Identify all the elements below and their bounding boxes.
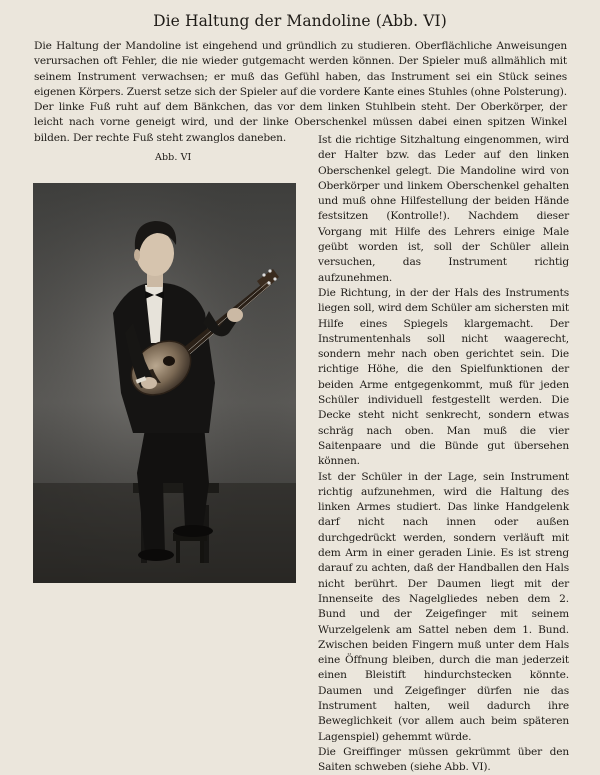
paragraph-seating: Ist die richtige Sitzhaltung eingenommen, wird der Halter bzw. das Leder auf den linken Oberschenkel gelegt. Die Mandoline wird von Oberkörper und linkem Oberschenkel gehalten und muß ohne Hilfestellung der beiden Hände festsitzen (Kontrolle!). Nachdem dieser Vorgang mit Hilfe des Lehrers einige Male geübt worden ist, soll der Schüler allein versuchen, das Instrument richtig aufzunehmen.	[318, 134, 569, 284]
paragraph-left-arm: Ist der Schüler in der Lage, sein Instrument richtig aufzunehmen, wird die Haltung des linken Armes studiert. Das linke Handgelenk darf nicht nach innen oder außen durchgedrückt werden, sondern verläuft mit dem Arm in einer geraden Linie. Es ist streng darauf zu achten, daß der Handballen den Hals nicht berührt. Der Daumen liegt mit der Innenseite des Nagelgliedes neben dem 2. Bund und der Zeigefinger mit seinem Wurzelgelenk am Sattel neben dem 1. Bund. Zwischen beiden Fingern muß unter dem Hals eine Öffnung bleiben, durch die man jederzeit einen Bleistift hindurchstecken könnte. Daumen und Zeigefinger dürfen nie das Instrument halten, weil dadurch ihre Beweglichkeit (vor allem auch beim späteren Lagenspiel) gehemmt würde.	[318, 470, 569, 743]
paragraph-fingers: Die Greiffinger müssen gekrümmt über den Saiten schweben (siehe Abb. VI).	[318, 745, 569, 774]
intro-paragraph: Die Haltung der Mandoline ist eingehend und gründlich zu studieren. Oberflächliche Anweisungen verursachen oft Fehler, die nie wieder gutgemacht werden können. Der Spieler muß allmählich mit seinem Instrument verwachsen; er muß das Gefühl haben, das Instrument sei ein Stück seines eigenen Körpers. Zuerst setze sich der Spieler auf die vordere Kante eines Stuhles (ohne Polsterung). Der linke Fuß ruht auf dem Bänkchen, das vor dem linken Stuhlbein steht. Der Oberkörper, der leicht nach vorne geneigt wird, und der linke Oberschenkel müssen dabei einen spitzen Winkel bilden. Der rechte Fuß steht zwanglos daneben.	[34, 40, 567, 144]
paragraph-neck-direction: Die Richtung, in der der Hals des Instruments liegen soll, wird dem Schüler am sichersten mit Hilfe eines Spiegels klargemacht. Der Instrumentenhals soll nicht waagerecht, sondern mehr nach oben gerichtet sein. Die richtige Höhe, die den Spielfunktionen der beiden Arme entgegenkommt, muß für jeden Schüler individuell festgestellt werden. Die Decke steht nicht senkrecht, sondern etwas schräg nach oben. Man muß die vier Saitenpaare und die Bünde gut übersehen können.	[318, 286, 569, 468]
column-text	[318, 133, 569, 775]
figure-caption: Abb. VI	[155, 152, 192, 163]
mandolin-player-photo	[33, 183, 296, 583]
page-title: Die Haltung der Mandoline (Abb. VI)	[153, 12, 447, 30]
